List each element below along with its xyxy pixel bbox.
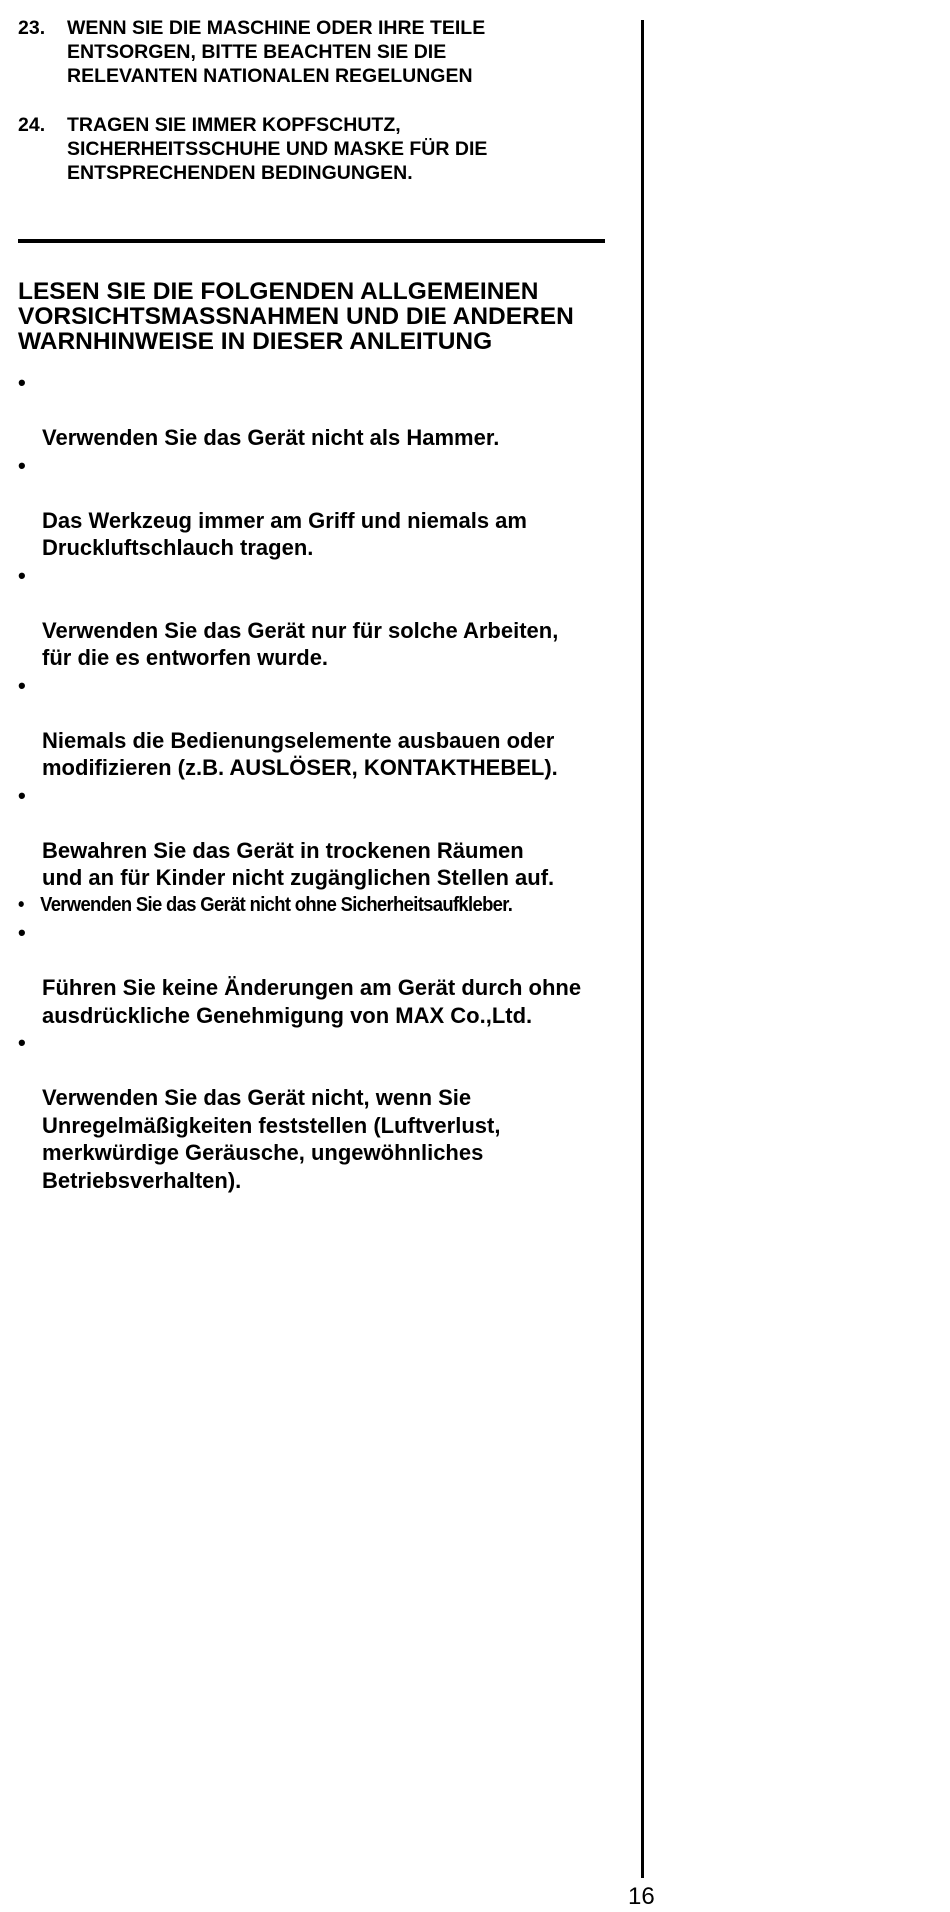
bullet-item: [18, 1029, 618, 1194]
item-number: 23.: [18, 17, 46, 39]
horizontal-divider: [18, 239, 605, 243]
precautions-bullet-list: [18, 369, 618, 1194]
numbered-safety-list: [18, 16, 628, 210]
item-number: 24.: [18, 114, 46, 136]
bullet-item: [18, 452, 618, 562]
numbered-item-24: [18, 113, 628, 185]
bullet-text: Das Werkzeug immer am Griff und niemals am Druckluftschlauch tragen.: [42, 507, 527, 560]
item-text: WENN SIE DIE MASCHINE ODER IHRE TEILE ENTSORGEN, BITTE BEACHTEN SIE DIE RELEVANTEN NATIONALEN REGELUNGEN: [67, 17, 486, 87]
bullet-item: [18, 369, 618, 452]
bullet-text: Verwenden Sie das Gerät nicht ohne Sicherheitsaufkleber.: [40, 893, 513, 916]
numbered-item-23: [18, 16, 628, 88]
bullet-icon: •: [18, 920, 26, 945]
section-heading: LESEN SIE DIE FOLGENDEN ALLGEMEINEN VORSICHTSMASSNAHMEN UND DIE ANDEREN WARNHINWEISE IN DIESER ANLEITUNG: [18, 278, 574, 355]
item-text: TRAGEN SIE IMMER KOPFSCHUTZ, SICHERHEITSSCHUHE UND MASKE FÜR DIE ENTSPRECHENDEN BEDINGUNGEN.: [67, 114, 488, 184]
page-number: 16: [628, 1883, 655, 1910]
bullet-item: [18, 672, 618, 782]
bullet-icon: •: [18, 370, 26, 395]
bullet-text: Verwenden Sie das Gerät nur für solche Arbeiten, für die es entworfen wurde.: [42, 617, 559, 670]
bullet-icon: •: [18, 1030, 26, 1055]
bullet-item: [18, 919, 618, 1029]
bullet-item: [18, 782, 618, 892]
bullet-icon: •: [18, 672, 26, 698]
bullet-text: Niemals die Bedienungselemente ausbauen oder modifizieren (z.B. AUSLÖSER, KONTAKTHEBEL).: [42, 727, 558, 780]
bullet-text: Führen Sie keine Änderungen am Gerät durch ohne ausdrückliche Genehmigung von MAX Co.,Ltd.: [42, 975, 582, 1028]
bullet-item: [18, 892, 570, 920]
bullet-text: Bewahren Sie das Gerät in trockenen Räumen und an für Kinder nicht zugänglichen Stellen auf.: [42, 837, 555, 890]
bullet-text: Verwenden Sie das Gerät nicht, wenn Sie Unregelmäßigkeiten feststellen (Luftverlust, merkwürdige Geräusche, ungewöhnliches Betriebsverhalten).: [42, 1085, 501, 1193]
bullet-text: Verwenden Sie das Gerät nicht als Hammer.: [42, 425, 500, 450]
bullet-icon: •: [18, 452, 26, 478]
bullet-icon: •: [18, 893, 24, 916]
bullet-icon: •: [18, 782, 26, 808]
bullet-icon: •: [18, 562, 26, 588]
bullet-item: [18, 562, 618, 672]
vertical-column-rule: [641, 20, 644, 1878]
